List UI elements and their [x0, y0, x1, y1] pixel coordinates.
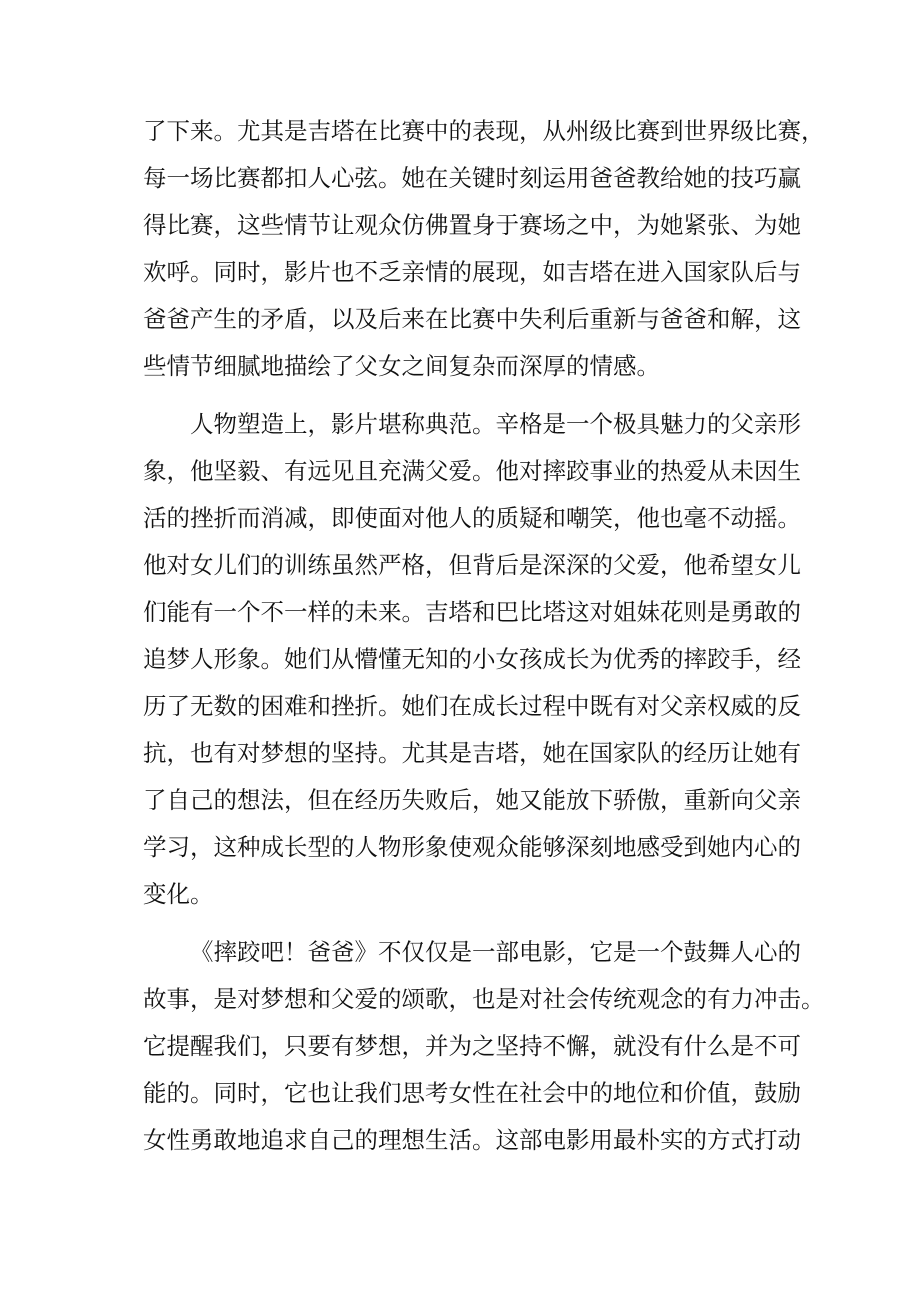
paragraph-2-line-5: 们能有一个不一样的未来。吉塔和巴比塔这对姐妹花则是勇敢的	[143, 598, 801, 626]
paragraph-2-line-3: 活的挫折而消减，即使面对他人的质疑和嘲笑，他也毫不动摇。	[143, 504, 801, 532]
paragraph-1-line-2: 每一场比赛都扣人心弦。她在关键时刻运用爸爸教给她的技巧赢	[143, 164, 801, 192]
paragraph-2-line-8: 抗，也有对梦想的坚持。尤其是吉塔，她在国家队的经历让她有	[143, 739, 801, 767]
paragraph-3-line-5: 女性勇敢地追求自己的理想生活。这部电影用最朴实的方式打动	[143, 1126, 801, 1154]
paragraph-3-line-3: 它提醒我们，只要有梦想，并为之坚持不懈，就没有什么是不可	[143, 1032, 801, 1060]
paragraph-1-line-6: 些情节细腻地描绘了父女之间复杂而深厚的情感。	[143, 352, 660, 380]
paragraph-1-line-1: 了下来。尤其是吉塔在比赛中的表现，从州级比赛到世界级比赛，	[143, 117, 825, 145]
paragraph-2-line-4: 他对女儿们的训练虽然严格，但背后是深深的父爱，他希望女儿	[143, 551, 801, 579]
paragraph-3-line-1: 《摔跤吧！爸爸》不仅仅是一部电影，它是一个鼓舞人心的	[190, 938, 801, 966]
paragraph-2-line-9: 了自己的想法，但在经历失败后，她又能放下骄傲，重新向父亲	[143, 786, 801, 814]
paragraph-2-line-7: 历了无数的困难和挫折。她们在成长过程中既有对父亲权威的反	[143, 692, 801, 720]
paragraph-2-line-2: 象，他坚毅、有远见且充满父爱。他对摔跤事业的热爱从未因生	[143, 457, 801, 485]
paragraph-1-line-4: 欢呼。同时，影片也不乏亲情的展现，如吉塔在进入国家队后与	[143, 258, 801, 286]
paragraph-2-line-10: 学习，这种成长型的人物形象使观众能够深刻地感受到她内心的	[143, 833, 801, 861]
paragraph-1-line-3: 得比赛，这些情节让观众仿佛置身于赛场之中，为她紧张、为她	[143, 211, 801, 239]
paragraph-3-line-4: 能的。同时，它也让我们思考女性在社会中的地位和价值，鼓励	[143, 1079, 801, 1107]
paragraph-1-line-5: 爸爸产生的矛盾，以及后来在比赛中失利后重新与爸爸和解，这	[143, 305, 801, 333]
paragraph-2-line-11: 变化。	[143, 880, 214, 908]
paragraph-2-line-1: 人物塑造上，影片堪称典范。辛格是一个极具魅力的父亲形	[190, 410, 801, 438]
paragraph-2-line-6: 追梦人形象。她们从懵懂无知的小女孩成长为优秀的摔跤手，经	[143, 645, 801, 673]
paragraph-3-line-2: 故事，是对梦想和父爱的颂歌，也是对社会传统观念的有力冲击。	[143, 985, 825, 1013]
